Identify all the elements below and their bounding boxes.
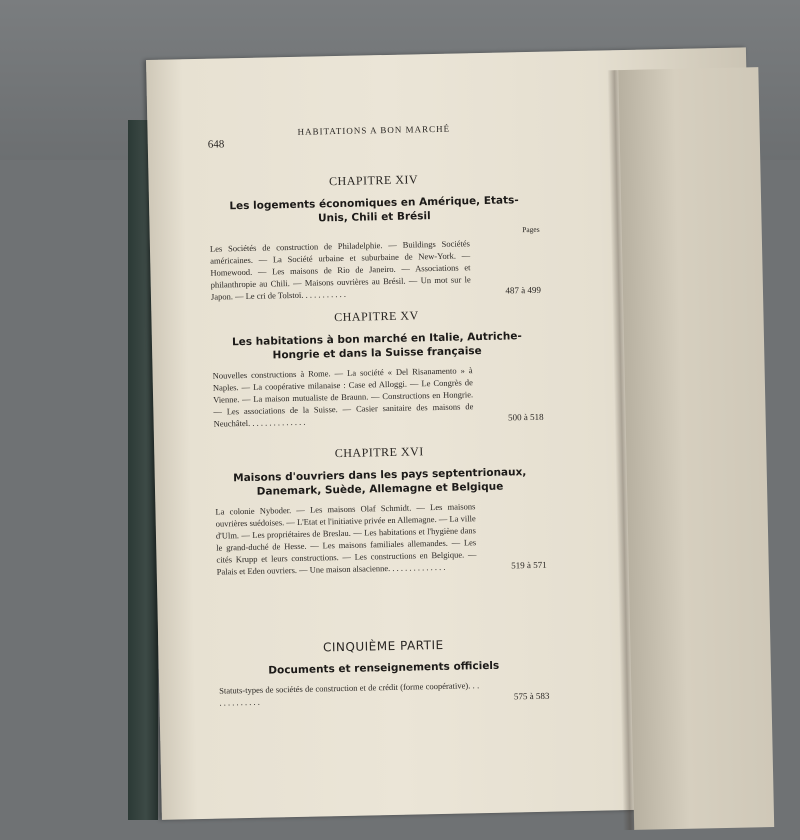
summary-text: Les Sociétés de construction de Philadelphie. — Buildings Sociétés américaines. — La Société urbaine et suburbaine de New-York. — Homewood. — Les maisons de Rio de Janeiro. — Associations et philanthropie au Chili. — Maisons ouvrières au Brésil. — Un mot sur le Japon. — Le cri de Tolstoï. . . . . . . . . . .	[209, 238, 471, 302]
chapter-title: Les logements économiques en Amérique, Etats-Unis, Chili et Brésil	[229, 194, 519, 225]
table-of-contents	[207, 122, 550, 708]
page-range: 575 à 583	[513, 690, 550, 702]
summary-text: Nouvelles constructions à Rome. — La société « Del Risanamento » à Naples. — La coopérative milanaise : Case ed Alloggi. — Le Congrès de Vienne. — La maison mutualiste de Braunn. — Constructions en Hongrie. — Les associations de la Suisse. — Casier sanitaire des maisons de Neuchâtel. . . . . . . . . . . . . .	[212, 365, 474, 429]
running-head	[207, 122, 537, 151]
page-number: 648	[207, 138, 225, 151]
chapter-title: Les habitations à bon marché en Italie, Autriche-Hongrie et dans la Suisse française	[231, 330, 522, 362]
chapter-xv	[211, 296, 544, 430]
running-title: HABITATIONS A BON MARCHÉ	[297, 123, 451, 137]
facing-page	[618, 67, 774, 830]
page-range: 519 à 571	[511, 559, 547, 571]
chapter-heading: CHAPITRE XIV	[328, 172, 419, 189]
chapter-summary	[215, 499, 546, 578]
chapter-summary	[212, 363, 543, 430]
page-range: 487 à 499	[505, 284, 542, 296]
summary-text: Statuts-types de sociétés de construction et de crédit (forme coopérative). . . . . . . . . . . . .	[219, 680, 480, 708]
part-five	[218, 608, 550, 709]
part-heading: CINQUIÈME PARTIE	[322, 637, 444, 655]
chapter-title: Maisons d'ouvriers dans les pays septentrionaux, Danemark, Suède, Allemagne et Belgique	[233, 466, 527, 498]
part-summary	[219, 678, 549, 709]
chapter-xiv	[208, 160, 541, 303]
chapter-heading: CHAPITRE XVI	[334, 444, 424, 461]
book-page	[146, 47, 762, 819]
chapter-xvi	[214, 432, 547, 578]
page-range: 500 à 518	[507, 411, 544, 423]
chapter-heading: CHAPITRE XV	[334, 308, 419, 325]
part-title: Documents et renseignements officiels	[268, 659, 500, 677]
summary-text: La colonie Nyboder. — Les maisons Olaf Schmidt. — Les maisons ouvrières suédoises. — L'Etat et l'initiative privée en Allemagne. — La ville d'Ulm. — Les propriétaires de Breslau. — Les habitations et l'hygiène dans le grand-duché de Hesse. — Les maisons familiales allemandes. — Les cités Krupp et leurs constructions. — Les constructions en Belgique. — Palais et Eden ouvriers. — Une maison alsacienne. . . . . . . . . . . . . .	[215, 501, 477, 577]
pages-label: Pages	[522, 224, 540, 235]
chapter-summary	[210, 236, 541, 303]
